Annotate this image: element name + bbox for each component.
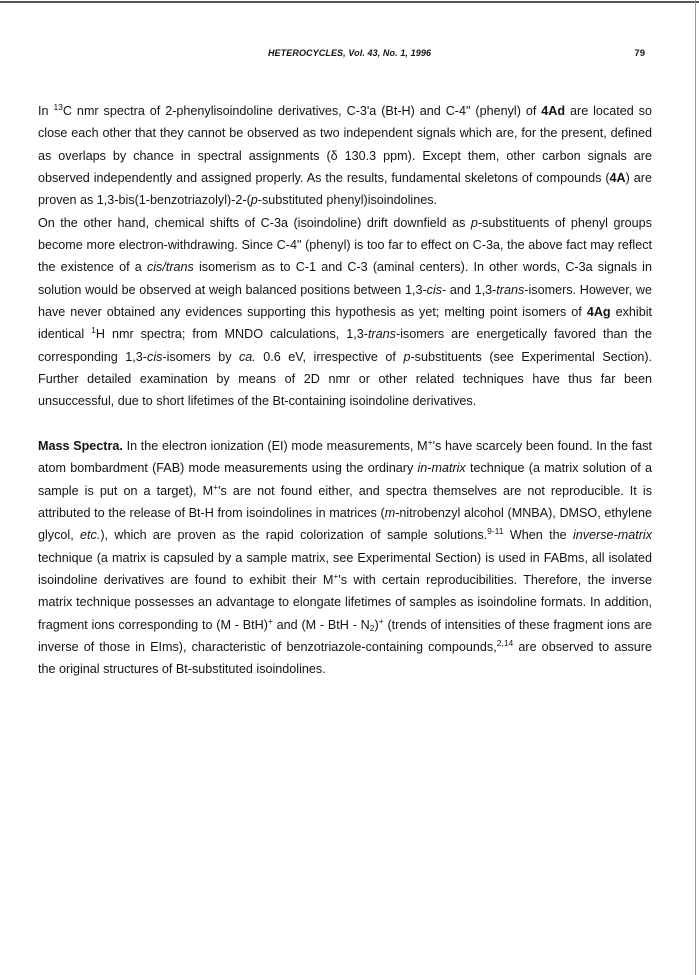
citation-ref: 2,14	[496, 637, 514, 648]
running-header	[0, 48, 699, 62]
page-edge	[695, 0, 696, 975]
section-heading: Mass Spectra.	[38, 438, 123, 453]
citation-ref: 9-11	[487, 526, 504, 537]
compound-label: 4Ag	[586, 305, 611, 320]
top-rule	[0, 1, 699, 3]
article-body	[38, 100, 652, 681]
paragraph-mass-spectra: Mass Spectra. In the electron ionization (EI) mode measurements, M+'s have scarcely been found. In the fast atom bombardment (FAB) mode measurements using the ordinary in-matrix technique (a matrix solution of a sample is put on a target), M+'s are not found either, and spectra themselves are not reproducible. It is attributed to the release of Bt-H from isoindolines in matrices (m-nitrobenzyl alcohol (MNBA), DMSO, ethylene glycol, etc.), which are proven as the rapid colorization of sample solutions.$^{9-11}$ When the inverse-matrix technique (a matrix is capsuled by a sample matrix, see Experimental Section) is used in FABms, all isolated isoindoline derivatives are found to exhibit their M+'s with certain reproducibilities. Therefore, the inverse matrix technique possesses an advantage to elongate lifetimes of samples as isoindoline formats. In addition, fragment ions corresponding to (M - BtH)+ and (M - BtH - $N_2)^+$ (trends of intensities of these fragment ions are inverse of those in EIms), characteristic of benzotriazole-containing compounds,$^{2,14}$ are observed to assure the original structures of Bt-substituted isoindolines.	[38, 436, 653, 677]
paragraph-nmr-assignments: In $^{13}$C nmr spectra of 2-phenylisoindoline derivatives, C-3'a (Bt-H) and C-4" (phenyl) of 4Ad are located so close each other that they cannot be observed as two independent signals which are, for the present, defined as overlaps by chance in spectral assignments (δ 130.3 ppm). Except them, other carbon signals are observed independently and assigned properly. As the results, fundamental skeletons of compounds (4A) are proven as 1,3-bis(1-benzotriazolyl)-2-(p-substituted phenyl)isoindolines.	[38, 102, 652, 208]
paragraph-cis-trans: On the other hand, chemical shifts of C-3a (isoindoline) drift downfield as p-substituents of phenyl groups become more electron-withdrawing. Since C-4" (phenyl) is too far to effect on C-3a, the above fact may reflect the existence of a cis/trans isomerism as to C-1 and C-3 (aminal centers). In other words, C-3a signals in solution would be observed at weigh balanced positions between 1,3-cis- and 1,3-trans-isomers. However, we have never obtained any evidences supporting this hypothesis as yet; melting point isomers of 4Ag exhibit identical $^1$H nmr spectra; from MNDO calculations, 1,3-trans-isomers are energetically favored than the corresponding 1,3-cis-isomers by ca. 0.6 eV, irrespective of p-substituents (see Experimental Section). Further detailed examination by means of 2D nmr or other related techniques have thus far been unsuccessful, due to short lifetimes of the Bt-containing isoindoline derivatives.	[38, 215, 653, 409]
compound-label: 4A	[609, 171, 626, 186]
journal-citation: HETEROCYCLES, Vol. 43, No. 1, 1996	[267, 48, 432, 58]
compound-label: 4Ad	[541, 104, 566, 118]
page-number: 79	[634, 48, 645, 59]
